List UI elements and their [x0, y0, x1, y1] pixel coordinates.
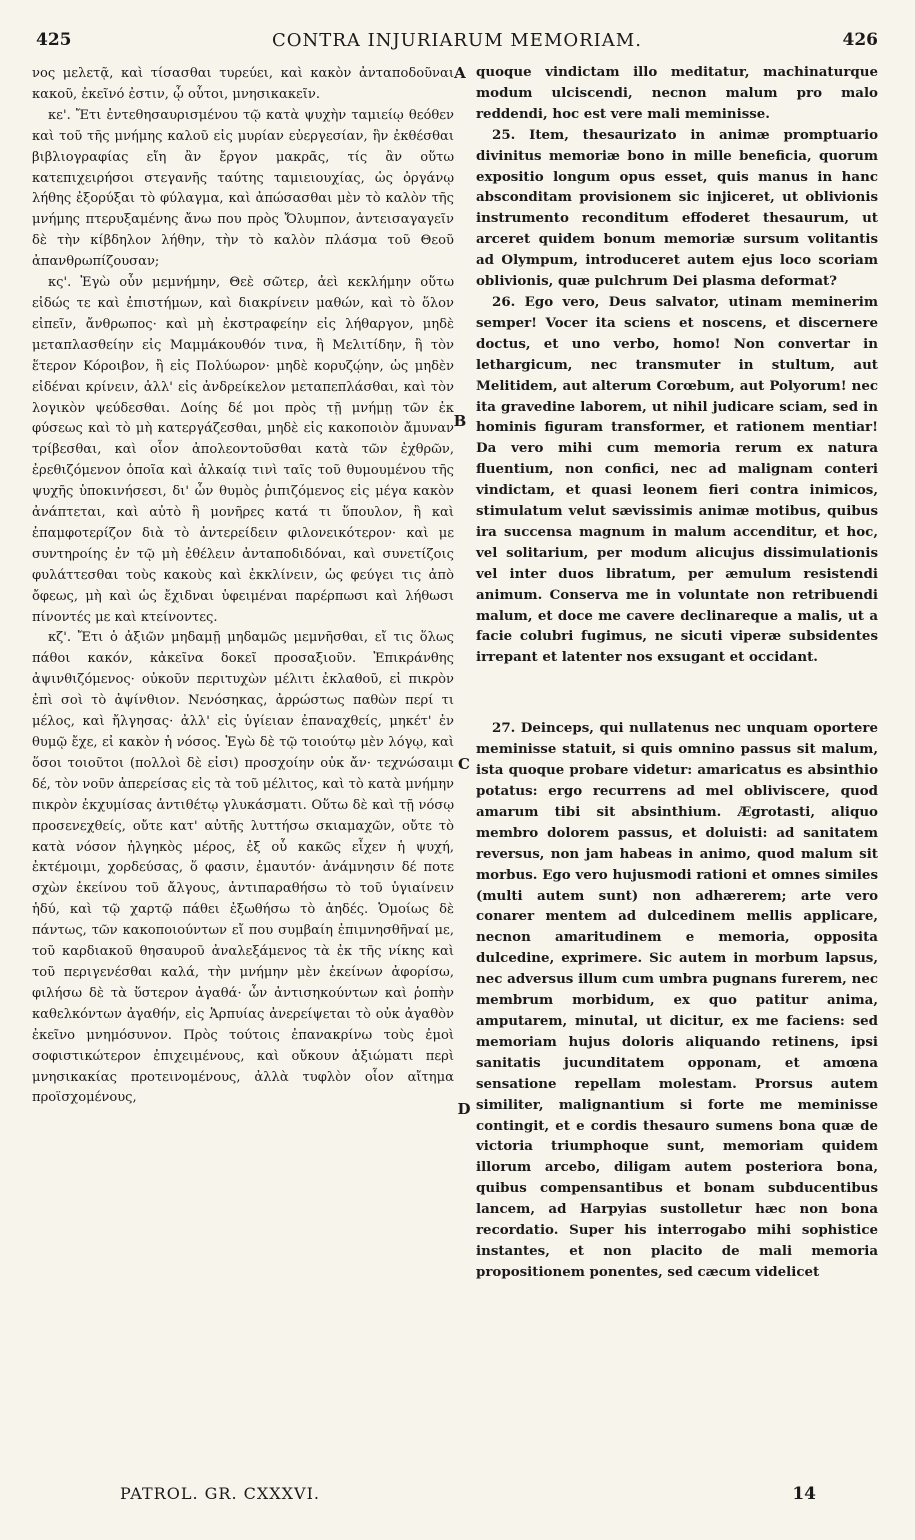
page-number-right: 426	[842, 30, 878, 50]
margin-marker-d: D	[457, 1100, 471, 1118]
signature-mark: PATROL. GR. CXXXVI.	[120, 1484, 320, 1503]
greek-paragraph: νος μελετᾷ, καὶ τίσασθαι τυρεύει, καὶ κακὸν ἀνταποδοῦναι κακοῦ, ἐκεῖνό ἐστιν, ᾧ οὗτοι, μνησικακεῖν.	[32, 66, 454, 102]
page-number-left: 425	[36, 30, 72, 50]
page-footer	[32, 1484, 878, 1508]
margin-marker-a: A	[454, 64, 466, 82]
sheet-number: 14	[792, 1484, 816, 1504]
latin-paragraph: 25. Item, thesaurizato in animæ promptuario divinitus memoriæ bono in mille beneficia, quorum expositio longum opus esset, quis manus in hanc absconditam provisionem sic injiceret, ut oblivionis instrumento reconditum effoderet thesaurum, ut arceret quidem bonum memoriæ sursum volitantis ad Olympum, introduceret autem ejus loco scoriam oblivionis, quæ pulchrum Dei plasma deformat?	[476, 126, 878, 290]
margin-marker-c: C	[458, 755, 470, 773]
running-title: CONTRA INJURIARUM MEMORIAM.	[272, 30, 642, 51]
latin-section-27	[476, 718, 878, 1282]
greek-paragraph: κς'. Ἐγὼ οὖν μεμνήμην, Θεὲ σῶτερ, ἀεὶ κεκλήμην οὕτω εἰδώς τε καὶ ἐπιστήμων, καὶ διακρίνειν μαθών, καὶ τὸ ὅλον εἰπεῖν, ἄνθρωπος· καὶ μὴ ἐκστραφείην εἰς λήθαργον, μηδὲ μεταπλασθείην εἰς Μαμμάκουθόν τινα, ἢ Μελιτίδην, ἢ τὸν ἕτερον Κόροιβον, ἢ εἰς Πολύωρον· μηδὲ κορυζῴην, ὡς μηδὲν εἰδέναι κρίνειν, ἀλλ' εἰς ἀνδρείκελον μεταπεπλάσθαι, καὶ τὸν λογικὸν ψεύδεσθαι. Δοίης δέ μοι πρὸς τῇ μνήμῃ τῶν ἐκ φύσεως καὶ τὸ μὴ κατεργάζεσθαι, μηδὲ εἰς κακοποιὸν ἄμυναν τρίβεσθαι, καὶ οἷον ἀπολεοντοῦσθαι κατὰ τῶν ἐχθρῶν, ἐρεθιζόμενον ὁποῖα καὶ ἀλκαίᾳ τινὶ ταῖς τοῦ θυμουμένου τῆς ψυχῆς ὑποκινήσεσι, δι' ὧν θυμὸς ῥιπιζόμενος εἰς μέγα κακὸν ἀνάπτεται, καὶ αὐτὸ ἢ μονῆρες κατά τι ὕπουλον, ἢ καὶ ἐπαμφοτερίζον διὰ τὸ ἀντερείδειν φιλονεικότερον· καὶ με συντηροίης ἐν τῷ μὴ ἐθέλειν ἀνταποδιδόναι, καὶ συνετίζοις φυλάττεσθαι τοὺς κακοὺς καὶ ἐκκλίνειν, ὡς φεύγει τις ἀπὸ ὄφεως, μὴ καὶ ὡς ἔχιδναι ὑφειμέναι παρέρπωσι καὶ λήθωσι πίνοντές με καὶ κτείνοντες.	[32, 275, 454, 625]
latin-column	[476, 62, 878, 1283]
greek-paragraph: κζ'. Ἔτι ὁ ἀξιῶν μηδαμῇ μηδαμῶς μεμνῆσθαι, εἴ τις ὅλως πάθοι κακόν, κἀκεῖνα δοκεῖ προσαξιοῦν. Ἐπικράνθης ἀψινθιζόμενος· οὐκοῦν περιτυχὼν μέλιτι ἐκλαθοῦ, εἰ πικρὸν ἐπὶ σοὶ τὸ ἀψίνθιον. Νενόσηκας, ἀρρώστως παθὼν περί τι μέλος, καὶ ἤλγησας· ἀλλ' εἰς ὑγίειαν ἐπαναχθείς, μηκέτ' ἐν θυμῷ ἔχε, εἰ κακὸν ἡ νόσος. Ἐγὼ δὲ τῷ τοιούτῳ μὲν λόγῳ, καὶ ὅσοι τοιοῦτοι (πολλοὶ δὲ εἰσι) προσχοίην οὐκ ἄν· τεχνώσαιμι δέ, τὸν νοῦν ἀπερείσας εἰς τὰ τοῦ μέλιτος, καὶ τὸ κατὰ μνήμην πικρὸν ἐκχυμίσας ἀντιθέτῳ γλυκάσματι. Οὕτω δὲ καὶ τῇ νόσῳ προσενεχθείς, οὔτε κατ' αὐτῆς λυττήσω σκιαμαχῶν, οὔτε τὸ κατὰ νόσον ἠλγηκὸς μέρος, ἐξ οὗ κακῶς εἶχεν ἡ ψυχή, ἐκτέμοιμι, χορδεύσας, ὅ φασιν, ἐμαυτόν· ἀνάμνησιν δέ ποτε σχὼν ἐκείνου τοῦ ἄλγους, ἀντιπαραθήσω τὸ τοῦ ὑγιαίνειν ἡδύ, καὶ τῷ χαρτῷ πάθει ἐξωθήσω τὸ ἀηδές. Ὁμοίως δὲ πάντως, τῶν κακοποιούντων εἴ που συμβαίη ἐπιμνησθῆναί με, τοῦ καρδιακοῦ θησαυροῦ ἀναλεξάμενος τὰ ἐκ τῆς νίκης καὶ τοῦ περιγενέσθαι καλά, τὴν μνήμην μὲν ἐκείνων ἀφορίσω, φιλήσω δὲ τὰ ὕστερον ἀγαθά· ὧν ἀντισηκούντων καὶ ῥοπὴν καθελκόντων ἀγαθήν, εἰς Ἁρπυίας ἀνερείψεται τὸ οὐκ ἀγαθὸν ἐκεῖνο μνημόσυνον. Πρὸς τούτοις ἐπανακρίνω τοὺς ἐμοὶ σοφιστικώτερον ἐπιχειμένους, καὶ οὔκουν ἀξιώματι περὶ μνησικακίας προτεινομένους, ἀλλὰ τυφλὸν οἷον αἴτημα προϊσχομένους,	[32, 630, 454, 1106]
latin-paragraph: 26. Ego vero, Deus salvator, utinam meminerim semper! Vocer ita sciens et noscens, et discernere doctus, et uno verbo, homo! Non convertar in lethargicum, nec transmuter in stultum, aut Melitidem, aut alterum Corœbum, aut Polyorum! nec ita gravedine laborem, ut nihil judicare sciam, sed in hominis figuram transformer, et rationem mentiar! Da vero mihi cum memoria rerum ex natura fluentium, non confici, nec ad malignam conteri vindictam, et quasi leonem fieri contra inimicos, stimulatum velut sævissimis animæ motibus, quibus ira succensa magnum in malum accenditur, et hoc, vel solitarium, per modum alicujus dissimulationis vel inter duos libratum, per æmulum resistendi animum. Conserva me in voluntate non retribuendi malum, et doce me cavere declinareque a malis, ut a facie colubri fugimus, ne sicuti viperæ subsidentes irrepant et latenter nos exsugant et occidant.	[476, 293, 878, 666]
latin-paragraph: quoque vindictam illo meditatur, machinaturque modum ulciscendi, necnon malum pro malo reddendi, hoc est vere mali meminisse.	[476, 64, 878, 122]
greek-column	[32, 64, 454, 1109]
latin-paragraph: 27. Deinceps, qui nullatenus nec unquam oportere meminisse statuit, si quis omnino passus sit malum, ista quoque probare videtur: amaricatus es absinthio potatus: ergo recurrens ad mel obliviscere, quod amarum tibi sit absinthium. Ægrotasti, aliquo membro dolorem passus, et doluisti: ad sanitatem reversus, non jam habeas in animo, quod malum sit morbus. Ego vero hujusmodi rationi et omnes similes (multi autem sunt) non adhærerem; arte vero conarer mentem ad dulcedinem mellis applicare, necnon amaritudinem e memoria, opposita dulcedine, exprimere. Sic autem in morbum lapsus, nec adversus illum cum umbra pugnans furerem, nec membrum morbidum, ex quo patitur anima, amputarem, minutal, ut dicitur, ex me faciens: sed memoriam hujus doloris aliquando retinens, ipsi sanitatis jucunditatem opponam, et amœna sensatione repellam molestam. Prorsus autem similiter, malignantium si forte me meminisse contingit, et e cordis thesauro sumens bona quæ de victoria triumphoque sunt, memoriam quidem illorum arcebo, diligam autem posteriora bona, quibus compensantibus et bonam subducentibus lancem, ad Harpyias sustolletur hæc non bona recordatio. Super his interrogabo mihi sophistice instantes, et non placito de mali memoria propositionem ponentes, sed cæcum videlicet	[476, 720, 878, 1280]
running-header	[36, 28, 878, 56]
greek-paragraph: κε'. Ἔτι ἐντεθησαυρισμένου τῷ κατὰ ψυχὴν ταμιείῳ θεόθεν καὶ τοῦ τῆς μνήμης καλοῦ εἰς μυρίαν εὐεργεσίαν, ἣν ἐκθέσθαι βιβλιογραφίας εἴη ἂν ἔργον μακρᾶς, τίς ἂν οὕτω κατεπιχειρήσοι στεγανῆς ταύτης ταμιειουχίας, ὡς ὀργάνῳ λήθης ἐξορύξαι τὸ φύλαγμα, καὶ ἀπώσασθαι μὲν τὸ καλὸν τῆς μνήμης πτερυξαμένης ἄνω που πρὸς Ὄλυμπον, ἀντεισαγαγεῖν δὲ τὴν κίβδηλον λήθην, τὴν τὸ καλὸν πλάσμα τοῦ Θεοῦ ἀπανθρωπίζουσαν;	[32, 107, 454, 270]
margin-marker-b: B	[453, 412, 467, 430]
